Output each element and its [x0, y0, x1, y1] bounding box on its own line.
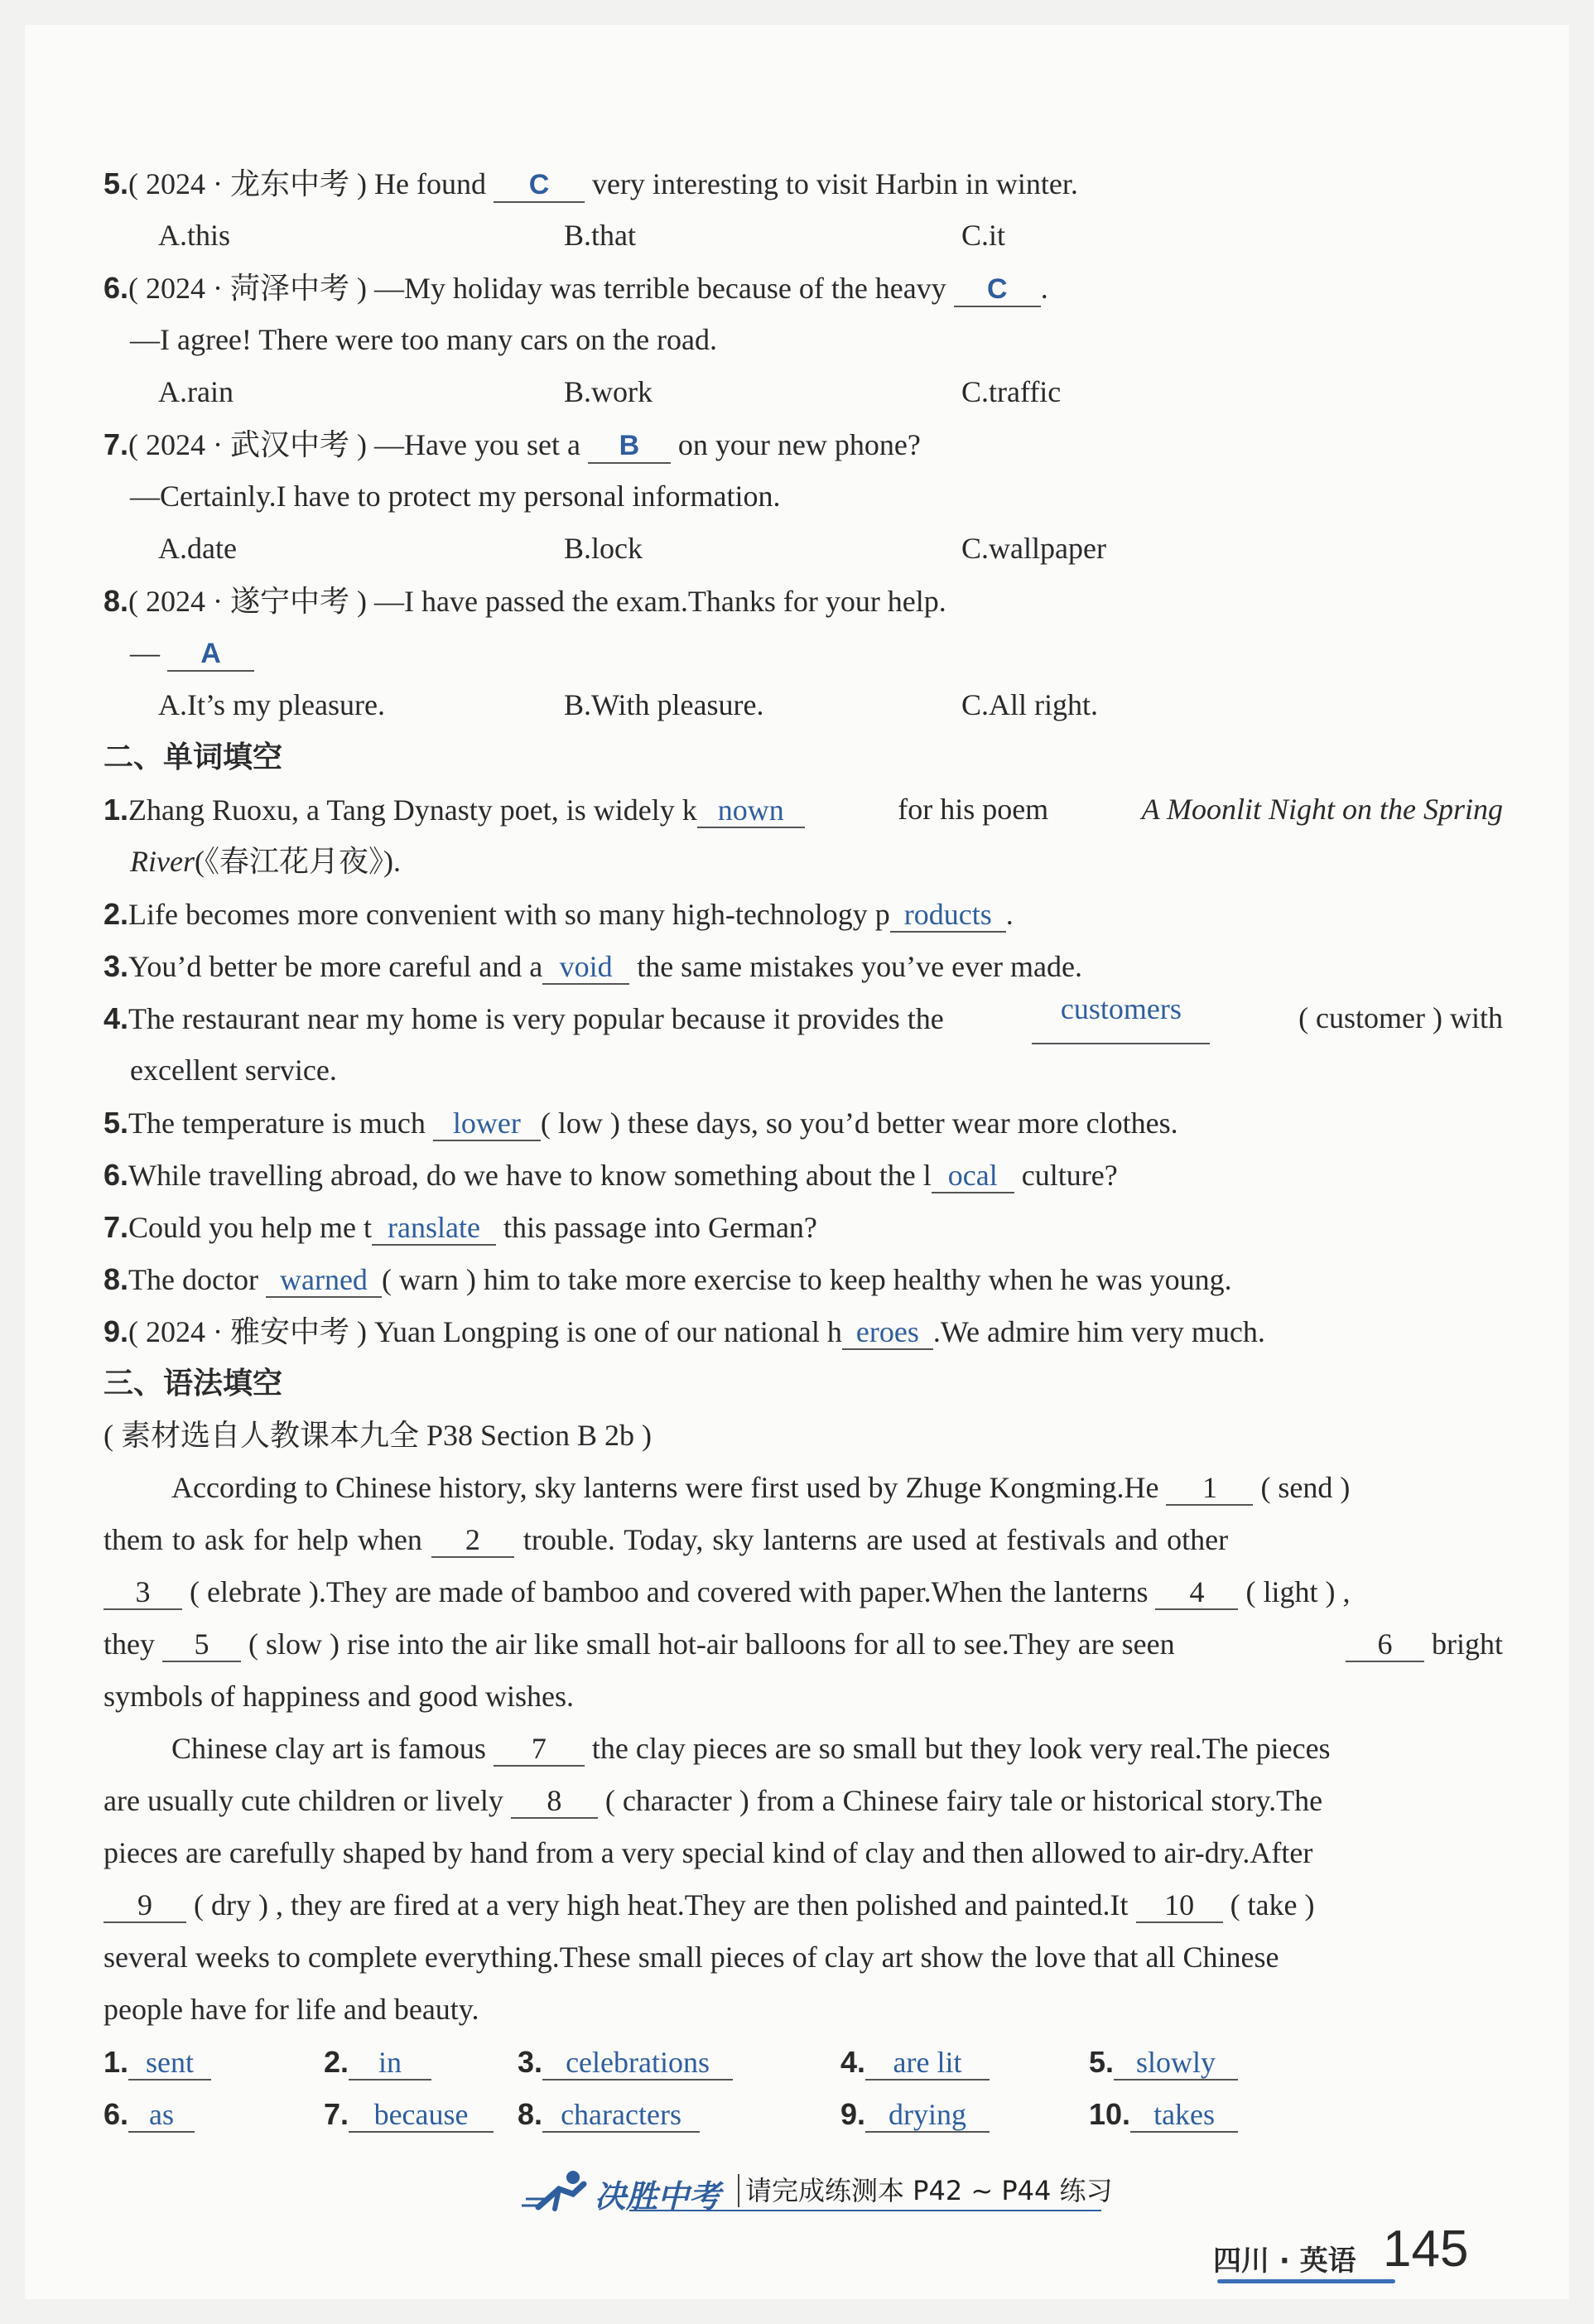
p1-line-4: [104, 1618, 1503, 1671]
passage-text: ( send ): [1260, 1471, 1351, 1504]
question-8: [104, 575, 1503, 627]
answer-item: 3. celebrations: [518, 2036, 733, 2089]
blank-7: 7: [494, 1732, 585, 1767]
item-number: 1.: [104, 793, 129, 827]
dialog-answer-line: [104, 627, 1503, 679]
option-b: B.lock: [564, 532, 643, 565]
s2-item-2: [104, 888, 1503, 940]
item-number: 4.: [104, 1001, 129, 1035]
question-number: 8.: [104, 584, 129, 618]
item-text-post: the same mistakes you’ve ever made.: [637, 950, 1082, 983]
item-number: 6.: [104, 1158, 129, 1192]
option-c: C.wallpaper: [961, 532, 1106, 565]
item-number: 9.: [104, 1314, 129, 1348]
item-text-post: ( warn ) him to take more exercise to keep healthy when he was young.: [381, 1263, 1232, 1296]
option-a: A.It’s my pleasure.: [158, 688, 385, 721]
page-label: 四川 · 英语: [1213, 2244, 1356, 2278]
item-text: The restaurant near my home is very popular because it provides the: [128, 1002, 944, 1035]
question-number: 5.: [104, 166, 129, 200]
p2-line-3: pieces are carefully shaped by hand from a very special kind of clay and then allowed to air-dry.After: [104, 1836, 1313, 1869]
answer-item: 5. slowly: [1089, 2036, 1238, 2089]
answer-blank: C: [954, 272, 1041, 307]
question-stem-end: on your new phone?: [677, 428, 921, 461]
passage-text: Chinese clay art is famous: [171, 1732, 486, 1765]
item-number: 8.: [104, 1262, 129, 1296]
answer-item: 1. sent: [104, 2036, 211, 2089]
blank-5: 5: [162, 1627, 241, 1662]
option-b: B.that: [564, 219, 636, 252]
question-stem: ( 2024 · 菏泽中考 ) —My holiday was terrible because of the heavy: [128, 272, 946, 305]
passage-text: trouble. Today, sky lanterns are used at festivals and other: [523, 1523, 1229, 1556]
question-stem-end: .: [1040, 272, 1048, 305]
passage-text: ( character ) from a Chinese fairy tale or historical story.The: [604, 1784, 1323, 1817]
s2-item-5: [104, 1097, 1503, 1149]
dash: —: [130, 636, 160, 669]
item-text: (《春江花月夜》).: [194, 845, 401, 878]
answer-blank: eroes: [842, 1315, 933, 1350]
item-number: 5.: [104, 1106, 129, 1140]
answer-blank: C: [494, 168, 585, 203]
page-number: 145: [1383, 2220, 1469, 2278]
item-text-post: ( low ) these days, so you’d better wear more clothes.: [540, 1107, 1178, 1140]
passage-text: they: [104, 1627, 155, 1661]
item-number: 7.: [104, 1210, 129, 1244]
option-c: C.traffic: [961, 375, 1062, 408]
item-text-post: .: [1005, 898, 1014, 931]
answer-blank: customers: [1032, 992, 1210, 1044]
p1-line-5: symbols of happiness and good wishes.: [104, 1680, 574, 1713]
option-c: C.it: [961, 219, 1006, 252]
dialog-line: —I agree! There were too many cars on the road.: [130, 323, 718, 356]
option-a: A.this: [158, 219, 231, 252]
item-text-post: for his poem: [898, 793, 1049, 826]
item-text: The doctor: [128, 1263, 258, 1296]
item-text: ( 2024 · 雅安中考 ) Yuan Longping is one of our national h: [128, 1315, 842, 1348]
p2-line-6: people have for life and beauty.: [104, 1993, 479, 2026]
question-7: [104, 418, 1503, 470]
options-7: [104, 523, 1503, 575]
answer-blank: void: [542, 950, 629, 985]
options-6: [104, 366, 1503, 418]
p1-line-1: [104, 1462, 1503, 1514]
passage-text: the clay pieces are so small but they look very real.The pieces: [591, 1732, 1331, 1765]
answers-row-1: [104, 2036, 1503, 2088]
s2-item-7: [104, 1201, 1503, 1253]
s2-item-1: [104, 784, 1503, 836]
p2-line-2: [104, 1775, 1503, 1827]
answer-blank: B: [588, 429, 671, 464]
blank-1: 1: [1166, 1471, 1253, 1506]
item-text: You’d better be more careful and a: [128, 950, 543, 983]
answers-row-2: [104, 2088, 1503, 2140]
option-b: B.work: [564, 375, 653, 408]
answer-item: 7. because: [324, 2088, 494, 2141]
blank-9: 9: [104, 1888, 186, 1923]
passage-text: ( elebrate ).They are made of bamboo and covered with paper.When the lanterns: [190, 1575, 1149, 1608]
blank-10: 10: [1136, 1888, 1223, 1923]
question-5: [104, 157, 1503, 210]
answer-blank: roducts: [890, 898, 1006, 933]
question-number: 6.: [104, 271, 129, 305]
answer-item: 9. drying: [840, 2088, 990, 2141]
question-stem: ( 2024 · 龙东中考 ) He found: [128, 167, 486, 200]
option-a: A.rain: [158, 375, 234, 408]
answer-blank: nown: [697, 793, 805, 828]
item-text: The temperature is much: [128, 1107, 426, 1140]
item-text: Zhang Ruoxu, a Tang Dynasty poet, is widely k: [128, 793, 697, 827]
page-accent-bar: [1217, 2279, 1395, 2283]
option-c: C.All right.: [961, 688, 1099, 721]
p1-line-2: [104, 1514, 1503, 1566]
answer-blank: lower: [433, 1107, 541, 1141]
section-3-title: 三、语法填空: [104, 1367, 283, 1401]
dialog-line: —Certainly.I have to protect my personal information.: [130, 480, 781, 513]
page: [25, 25, 1569, 2299]
passage-text: ( take ): [1230, 1888, 1315, 1921]
passage-text: them to ask for help when: [104, 1523, 422, 1556]
blank-6: 6: [1346, 1627, 1424, 1662]
p2-line-5: several weeks to complete everything.These small pieces of clay art show the love that all Chinese: [104, 1941, 1279, 1974]
option-a: A.date: [158, 532, 237, 565]
brand-logo-text: 决胜中考: [595, 2178, 721, 2215]
question-stem: ( 2024 · 武汉中考 ) —Have you set a: [128, 428, 580, 461]
content: [104, 157, 1503, 2140]
answer-item: 10. takes: [1089, 2088, 1238, 2141]
item-text: Could you help me t: [128, 1211, 373, 1244]
section-2-title: 二、单词填空: [104, 740, 283, 774]
passage-text: ( slow ) rise into the air like small hot-air balloons for all to see.They are seen: [248, 1627, 1175, 1661]
item-text-post: ( customer ) with: [1298, 1001, 1503, 1034]
answer-blank: ranslate: [372, 1211, 496, 1246]
footer-instruction: 请完成练测本 P42 ~ P44 练习: [745, 2175, 1113, 2206]
passage-text: bright: [1432, 1627, 1503, 1661]
passage-text: are usually cute children or lively: [104, 1784, 503, 1817]
options-8: [104, 679, 1503, 731]
poem-title: A Moonlit Night on the Spring: [1141, 793, 1503, 826]
item-text: While travelling abroad, do we have to know something about the l: [128, 1159, 932, 1192]
answer-item: 6. as: [104, 2088, 195, 2141]
poem-title-end: River: [130, 845, 195, 878]
item-number: 3.: [104, 949, 129, 983]
s2-item-1-line2: [104, 836, 1503, 888]
answer-item: 8. characters: [518, 2088, 700, 2141]
answer-item: 4. are lit: [840, 2036, 990, 2089]
question-6: [104, 262, 1503, 314]
answer-item: 2. in: [324, 2036, 431, 2089]
section-3-source: ( 素材选自人教课本九全 P38 Section B 2b ): [104, 1419, 652, 1452]
s2-item-9: [104, 1305, 1503, 1357]
options-5: [104, 210, 1503, 262]
answer-blank: warned: [266, 1263, 382, 1298]
question-stem-end: very interesting to visit Harbin in winter.: [591, 167, 1078, 200]
s2-item-3: [104, 940, 1503, 992]
p2-line-1: [104, 1723, 1503, 1775]
passage-text: ( dry ) , they are fired at a very high heat.They are then polished and painted.It: [194, 1888, 1129, 1921]
option-b: B.With pleasure.: [564, 688, 764, 721]
item-text-post: culture?: [1021, 1159, 1118, 1192]
blank-4: 4: [1155, 1575, 1238, 1610]
answer-blank: ocal: [932, 1159, 1014, 1193]
item-number: 2.: [104, 897, 129, 931]
blank-2: 2: [431, 1523, 514, 1558]
s2-item-8: [104, 1253, 1503, 1305]
s2-item-4-line2: excellent service.: [130, 1054, 337, 1087]
answer-blank: A: [167, 637, 254, 672]
blank-3: 3: [104, 1575, 182, 1610]
p1-line-3: [104, 1566, 1503, 1618]
question-number: 7.: [104, 427, 129, 461]
s2-item-6: [104, 1149, 1503, 1201]
item-text: Life becomes more convenient with so many high-technology p: [128, 898, 890, 931]
item-text-post: this passage into German?: [503, 1211, 817, 1244]
passage-text: According to Chinese history, sky lanterns were first used by Zhuge Kongming.He: [171, 1471, 1159, 1504]
blank-8: 8: [511, 1784, 598, 1819]
passage-text: ( light ) ,: [1245, 1575, 1351, 1608]
p2-line-4: [104, 1879, 1503, 1931]
question-stem: ( 2024 · 遂宁中考 ) —I have passed the exam.Thanks for your help.: [128, 585, 946, 618]
s2-item-4: [104, 992, 1503, 1044]
item-text-post: .We admire him very much.: [932, 1315, 1265, 1348]
